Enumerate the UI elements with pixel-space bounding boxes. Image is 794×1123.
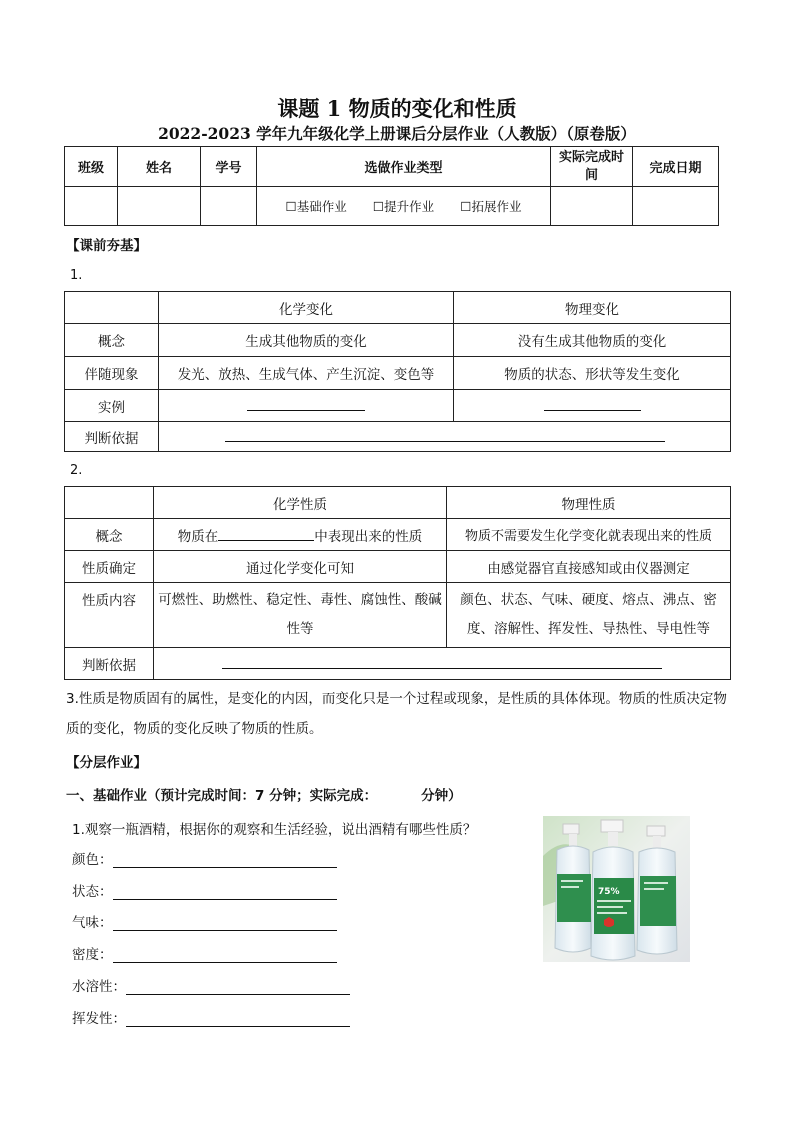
alcohol-bottles-illustration	[543, 816, 690, 962]
chem-change-example-blank[interactable]	[159, 390, 454, 422]
phys-property-content: 颜色、状态、气味、硬度、熔点、沸点、密度、溶解性、挥发性、导热性、导电性等	[447, 583, 731, 648]
label-density: 密度：	[72, 947, 113, 963]
row-label-content: 性质内容	[65, 583, 154, 648]
chem-property-determination: 通过化学变化可知	[154, 551, 447, 583]
basic-homework-heading	[66, 784, 462, 804]
head-physical-change: 物理变化	[454, 292, 731, 324]
phys-change-phenomena: 物质的状态、形状等发生变化	[454, 357, 731, 390]
basic-heading-suffix: 分钟）	[421, 788, 462, 804]
field-density	[72, 943, 337, 963]
col-class: 班级	[65, 147, 118, 187]
row-label-concept: 概念	[65, 324, 159, 357]
row-label-phenomena: 伴随现象	[65, 357, 159, 390]
input-density[interactable]	[113, 946, 337, 963]
input-state[interactable]	[113, 883, 337, 900]
alcohol-bottles-image	[543, 816, 690, 962]
head-physical-property: 物理性质	[447, 487, 731, 519]
phys-property-determination: 由感觉器官直接感知或由仪器测定	[447, 551, 731, 583]
question-1-number: 1.	[70, 268, 83, 283]
checkbox-basic[interactable]: ☐基础作业	[285, 199, 347, 214]
basic-heading-prefix: 一、基础作业（预计完成时间：7 分钟；实际完成：	[66, 788, 378, 804]
phys-change-concept: 没有生成其他物质的变化	[454, 324, 731, 357]
chem-concept-suffix: 中表现出来的性质	[314, 528, 423, 545]
row-label-example: 实例	[65, 390, 159, 422]
col-finish-date: 完成日期	[633, 147, 719, 187]
info-table	[64, 146, 719, 226]
chem-concept-prefix: 物质在	[177, 528, 219, 545]
col-id: 学号	[201, 147, 257, 187]
input-solubility[interactable]	[126, 978, 350, 995]
change-table	[64, 291, 731, 452]
input-volatility[interactable]	[126, 1010, 350, 1027]
change-basis-blank[interactable]	[159, 422, 731, 452]
col-homework-type: 选做作业类型	[257, 147, 551, 187]
question-alcohol: 1.观察一瓶酒精，根据你的观察和生活经验，说出酒精有哪些性质？	[72, 822, 477, 838]
cell-id-input[interactable]	[201, 187, 257, 226]
section-layered: 【分层作业】	[66, 755, 147, 771]
chem-concept-blank[interactable]	[218, 526, 314, 541]
paragraph-3: 3.性质是物质固有的属性，是变化的内因，而变化只是一个过程或现象，是性质的具体体现。物质的性质决定物质的变化，物质的变化反映了物质的性质。	[66, 691, 727, 737]
cell-class-input[interactable]	[65, 187, 118, 226]
homework-type-options	[257, 187, 551, 226]
field-smell	[72, 911, 337, 931]
checkbox-improve[interactable]: ☐提升作业	[372, 199, 435, 214]
row-label-basis-2: 判断依据	[65, 648, 154, 680]
label-solubility: 水溶性：	[72, 979, 126, 995]
phys-property-concept: 物质不需要发生化学变化就表现出来的性质	[447, 519, 731, 551]
input-color[interactable]	[113, 851, 337, 868]
property-basis-blank[interactable]	[154, 648, 731, 680]
question-2-number: 2.	[70, 463, 83, 478]
chem-property-content: 可燃性、助燃性、稳定性、毒性、腐蚀性、酸碱性等	[154, 583, 447, 648]
row-label-determination: 性质确定	[65, 551, 154, 583]
section-pre-class: 【课前夯基】	[66, 238, 147, 254]
field-volatility	[72, 1007, 350, 1027]
bottle-label-text: 75%	[598, 887, 620, 897]
chem-change-phenomena: 发光、放热、生成气体、产生沉淀、变色等	[159, 357, 454, 390]
head-chemical-change: 化学变化	[159, 292, 454, 324]
cell-date-input[interactable]	[633, 187, 719, 226]
phys-change-example-blank[interactable]	[454, 390, 731, 422]
chem-change-concept: 生成其他物质的变化	[159, 324, 454, 357]
cell-actual-time-input[interactable]	[551, 187, 633, 226]
field-color	[72, 848, 337, 868]
label-volatility: 挥发性：	[72, 1011, 126, 1027]
col-actual-time: 实际完成时间	[551, 147, 633, 187]
col-name: 姓名	[118, 147, 201, 187]
label-smell: 气味：	[72, 915, 113, 931]
label-state: 状态：	[72, 884, 113, 900]
field-solubility	[72, 975, 350, 995]
field-state	[72, 880, 337, 900]
head-chemical-property: 化学性质	[154, 487, 447, 519]
cell-name-input[interactable]	[118, 187, 201, 226]
property-table	[64, 486, 731, 680]
input-smell[interactable]	[113, 914, 337, 931]
checkbox-extend[interactable]: ☐拓展作业	[460, 199, 522, 214]
row-label-basis: 判断依据	[65, 422, 159, 452]
row-label-concept-2: 概念	[65, 519, 154, 551]
label-color: 颜色：	[72, 852, 113, 868]
chem-property-concept	[154, 519, 447, 551]
page-subtitle: 2022-2023 学年九年级化学上册课后分层作业（人教版）（原卷版）	[158, 124, 636, 143]
page-title: 课题 1 物质的变化和性质	[277, 96, 517, 121]
